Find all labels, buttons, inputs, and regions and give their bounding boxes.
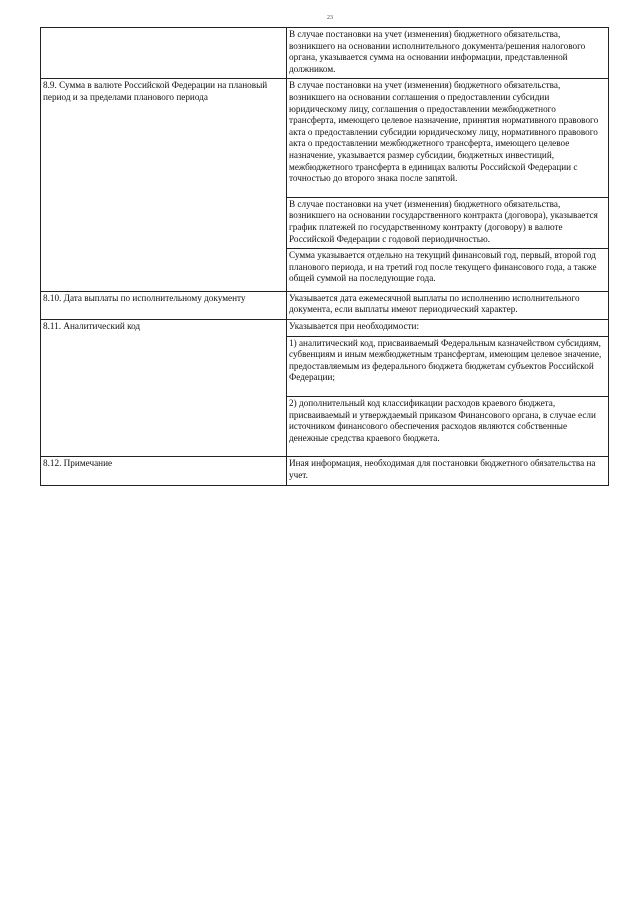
table-row [41,457,609,485]
field-description-cell [287,79,609,292]
description-paragraph: 1) аналитический код, присваиваемый Федеральным казначейством субсидиям, субвенциям и иным межбюджетным трансфертам, имеющим целевое значение, предоставляемым из федерального бюджета бюджетам субъектов Российской Федерации; [287,337,608,397]
field-description-cell [287,457,609,485]
table-row [41,28,609,79]
table-row [41,320,609,457]
description-paragraph: В случае постановки на учет (изменения) бюджетного обязательства, возникшего на основании соглашения о предоставлении субсидии юридическому лицу, соглашения о предоставлении межбюджетного трансферта, имеющего целевое назначение, принятия нормативного правового акта о предоставлении субсидии юридическому лицу, нормативного правового акта о предоставлении межбюджетного трансферта, имеющего целевое назначение, указывается размер субсидии, бюджетных инвестиций, межбюджетного трансферта в единицах валюты Российской Федерации с точностью до второго знака после запятой. [287,79,608,197]
field-description-cell [287,291,609,319]
field-name-cell: 8.9. Сумма в валюте Российской Федерации на плановый период и за пределами планового периода [41,79,287,292]
description-paragraph: В случае постановки на учет (изменения) бюджетного обязательства, возникшего на основании исполнительного документа/решения налогового органа, указывается сумма на основании информации, представленной должником. [289,29,586,74]
description-paragraph: Сумма указывается отдельно на текущий финансовый год, первый, второй год планового периода, и на третий год после текущего финансового года, а также общей суммой на последующие года. [289,250,597,284]
field-name-cell: 8.12. Примечание [41,457,287,485]
requirements-table [40,27,609,486]
description-paragraph: В случае постановки на учет (изменения) бюджетного обязательства, возникшего на основании государственного контракта (договора), указывается график платежей по государственному контракту (договору) в валюте Российской Федерации с годовой периодичностью. [287,198,608,249]
description-paragraph: Указывается при необходимости: [287,320,608,337]
table-row [41,79,609,292]
description-paragraph: 2) дополнительный код классификации расходов краевого бюджета, присваиваемый и утверждаемый приказом Финансового органа, в случае если источником финансового обеспечения расходов являются собственные денежные средства краевого бюджета. [289,398,596,443]
field-description-cell [287,320,609,457]
page-number: 23 [327,15,333,21]
field-name-cell: 8.10. Дата выплаты по исполнительному документу [41,291,287,319]
field-name-cell: 8.11. Аналитический код [41,320,287,457]
field-description-cell [287,28,609,79]
field-name-cell [41,28,287,79]
description-paragraph: Иная информация, необходимая для постановки бюджетного обязательства на учет. [289,458,596,480]
description-paragraph: Указывается дата ежемесячной выплаты по исполнению исполнительного документа, если выплаты имеют периодический характер. [289,292,580,315]
table-row [41,291,609,319]
